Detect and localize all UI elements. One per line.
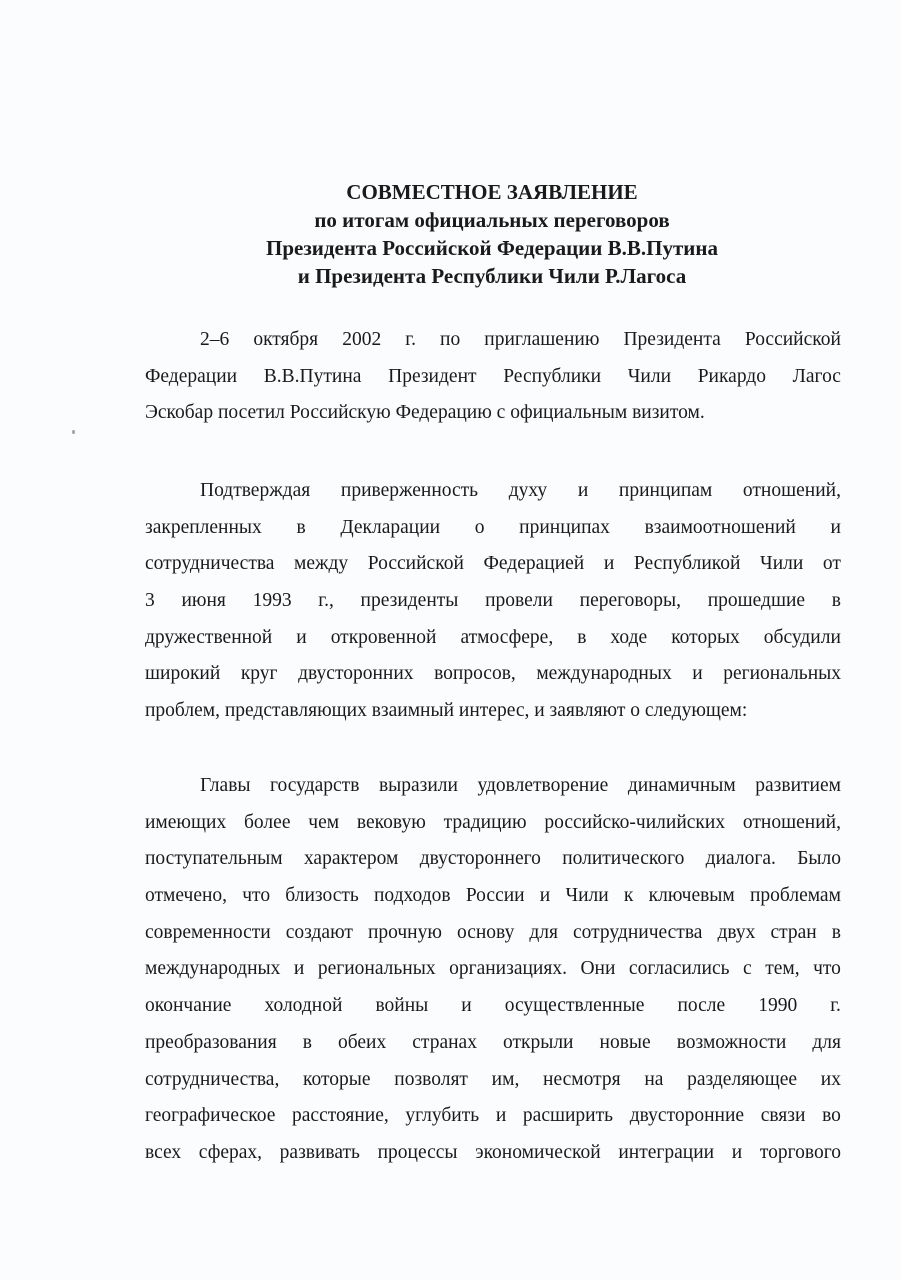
heading-line: Президента Российской Федерации В.В.Путина [266,236,718,260]
word: по [440,329,461,350]
word: что [242,885,271,907]
word: Республики [503,365,602,387]
word: динамичным [627,775,736,796]
word: и [495,1105,507,1127]
word: ключевым [648,885,735,907]
word: сотрудничества, [145,1068,280,1090]
word: г. [405,329,416,350]
text-line [145,915,841,952]
word: Подтверждая [200,480,311,501]
word: и [577,480,589,501]
word: ходе [610,626,648,648]
word: для [812,1031,841,1053]
word: духу [508,480,548,501]
word: характером [303,848,399,870]
word: и [461,995,472,1017]
text-line [145,656,841,693]
word: дружественной [145,626,273,648]
word: преобразования [145,1031,277,1053]
word: 3 [145,590,155,612]
word: Главы [200,775,251,796]
word: близость [285,885,359,907]
word: Декларации [340,516,441,538]
word: 1993 [252,590,292,612]
word: международных [145,958,281,980]
word: от [822,553,841,575]
word: вопросов, [434,663,516,685]
word: и [692,663,703,685]
text-line [145,1135,841,1172]
word: приглашению [484,329,600,350]
word: отношений, [742,480,841,501]
word: в [577,626,587,648]
word: чем [308,811,340,833]
word: Республикой [633,553,741,575]
word: сотрудничества [572,921,703,943]
word: Федерации [145,365,238,387]
word: откровенной [330,626,437,648]
word: которые [303,1068,371,1090]
text-line [145,1098,841,1135]
word: и [539,885,551,907]
word: президенты [360,590,459,612]
word: холодной [264,995,343,1017]
word: двусторонних [298,663,414,685]
word: организациях. [449,958,567,980]
text-line [145,768,841,805]
word: войны [375,995,429,1017]
word: отмечено, [145,885,228,907]
heading-line: и Президента Республики Чили Р.Лагоса [297,264,687,288]
text-line: проблем, представляющих взаимный интерес, и заявляют о следующем: [145,700,748,722]
word: расширить [522,1105,614,1127]
word: которых [671,626,740,648]
word: поступательным [145,848,283,870]
word: разделяющее [687,1068,798,1090]
word: возможности [676,1031,787,1053]
word: региональных [317,958,436,980]
word: в [296,516,306,538]
scan-speck [72,430,75,434]
text-line: Эскобар посетил Российскую Федерацию с официальным визитом. [145,402,705,424]
word: удовлетворение [477,775,609,796]
word: Лагос [792,365,841,387]
word: обеих [337,1031,387,1053]
text-line [145,1025,841,1062]
word: политического [562,848,685,870]
word: 2002 [342,329,382,350]
word: Российской [744,329,841,350]
word: торгового [759,1141,841,1163]
word: вековую [356,811,426,833]
word: к [623,885,634,907]
word: прошедшие [707,590,806,612]
word: региональных [723,663,841,685]
word: экономической [475,1141,601,1163]
text-line [145,988,841,1025]
word: переговоры, [579,590,681,612]
word: сотрудничества [145,553,275,575]
word: Российской [367,553,464,575]
word: обсудили [763,626,841,648]
word: Они [580,958,616,980]
word: Чили [760,553,804,575]
word: круг [240,663,278,685]
word: новые [599,1031,651,1053]
word: Рикардо [697,365,766,387]
word: июня [181,590,226,612]
word: создают [285,921,353,943]
word: всех [145,1141,182,1163]
text-line [145,359,841,396]
text-line [145,322,841,359]
word: современности [145,921,271,943]
heading-subtitle: по итогам официальных переговоров [314,208,670,232]
paragraph-1 [145,322,841,432]
word: двусторонние [629,1105,745,1127]
word: и [296,626,307,648]
document-heading [0,178,901,290]
word: приверженность [340,480,479,501]
word: в [302,1031,312,1053]
word: окончание [145,995,232,1017]
word: после [677,995,726,1017]
text-line [145,878,841,915]
text-line [145,805,841,842]
word: прочную [367,921,442,943]
word: их [820,1068,841,1090]
word: развивать [279,1141,360,1163]
word: Чили [565,885,609,907]
word: процессы [377,1141,458,1163]
paragraph-3 [145,768,841,1172]
text-line [145,473,841,510]
word: открыли [502,1031,574,1053]
text-line [145,620,841,657]
word: между [294,553,349,575]
word: В.В.Путина [263,365,362,387]
word: о [474,516,485,538]
text-line [145,841,841,878]
word: на [644,1068,664,1090]
text-line [145,951,841,988]
word: стран [770,921,817,943]
word: провели [485,590,553,612]
word: диалога. [705,848,776,870]
word: Президент [388,365,477,387]
word: позволят [394,1068,468,1090]
word: несмотря [543,1068,621,1090]
word: традицию [443,811,527,833]
word: Было [797,848,841,870]
word: что [813,958,841,980]
word: странах [412,1031,477,1053]
word: 1990 [758,995,798,1017]
word: и [731,1141,743,1163]
word: г. [830,995,841,1017]
word: подходов [373,885,451,907]
word: г., [318,590,334,612]
word: имеющих [145,811,227,833]
word: тем, [765,958,800,980]
word: для [529,921,558,943]
word: сферах, [198,1141,263,1163]
word: Президента [623,329,721,350]
word: октября [253,329,319,350]
word: в [831,590,841,612]
word: двустороннего [419,848,541,870]
word: углубить [405,1105,480,1127]
word: российско-чилийских [544,811,726,833]
word: связи [760,1105,806,1127]
word: более [244,811,291,833]
word: и [293,958,305,980]
word: осуществленные [504,995,645,1017]
word: отношений, [742,811,841,833]
word: интеграции [618,1141,715,1163]
word: Чили [627,365,672,387]
paragraph-2 [145,473,841,730]
text-line [145,1062,841,1099]
word: и [830,516,841,538]
word: атмосфере, [460,626,554,648]
word: согласились [628,958,730,980]
word: Федерацией [483,553,585,575]
text-line [145,510,841,547]
word: широкий [145,663,221,685]
text-line [145,583,841,620]
word: основу [456,921,515,943]
word: им, [491,1068,520,1090]
word: двух [717,921,756,943]
word: принципах [519,516,610,538]
word: расстояние, [292,1105,389,1127]
word: государств [270,775,360,796]
word: и [603,553,615,575]
text-line [145,546,841,583]
word: принципам [618,480,713,501]
word: России [465,885,525,907]
word: географическое [145,1105,276,1127]
word: с [743,958,752,980]
word: в [831,921,841,943]
word: взаимоотношений [644,516,796,538]
word: 2–6 [200,329,230,350]
word: выразили [378,775,458,796]
word: международных [536,663,672,685]
heading-title: СОВМЕСТНОЕ ЗАЯВЛЕНИЕ [346,180,638,204]
word: проблемам [749,885,841,907]
word: во [822,1105,841,1127]
word: развитием [755,775,841,796]
word: закрепленных [145,516,262,538]
